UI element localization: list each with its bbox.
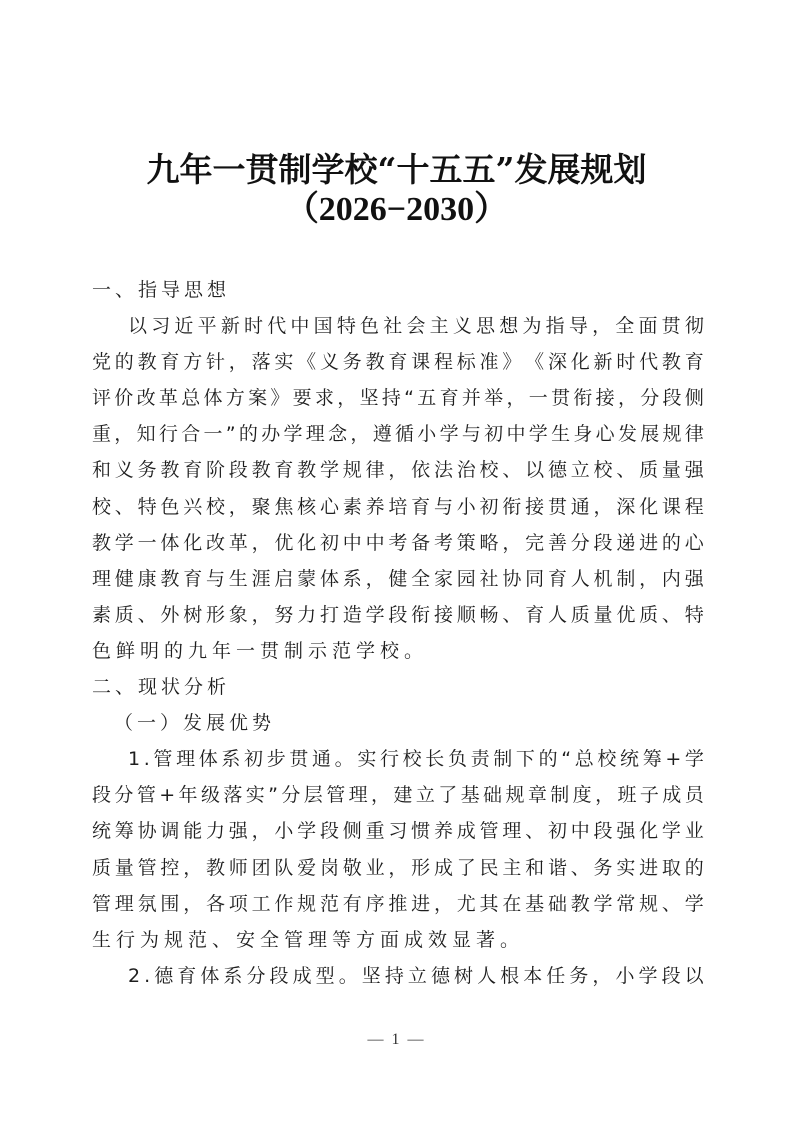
paragraph-line: 以 习 近 平 新 时 代 中 国 特 色 社 会 主 义 思 想 为 指 导 ， 全 面 贯 彻 [128,315,704,338]
paragraph-line: 统 筹 协 调 能 力 强 ， 小 学 段 侧 重 习 惯 养 成 管 理 、 初 中 段 强 化 学 业 [92,820,704,843]
paragraph-line: 校 、 特 色 兴 校 ， 聚 焦 核 心 素 养 培 育 与 小 初 衔 接 贯 通 ， 深 化 课 程 [92,495,704,518]
paragraph-line: 管 理 氛 围 ， 各 项 工 作 规 范 有 序 推 进 ， 尤 其 在 基 础 教 学 常 规 、 学 [92,892,704,915]
paragraph-line: 色鲜明的九年一贯制示范学校。 [92,639,429,662]
document-body [92,272,704,994]
paragraph-line: 和 义 务 教 育 阶 段 教 育 教 学 规 律 ， 依 法 治 校 、 以 德 立 校 、 质 量 强 [92,459,704,482]
paragraph-line: 2 . 德 育 体 系 分 段 成 型 。 坚 持 立 德 树 人 根 本 任 务 ， 小 学 段 以 [128,964,704,987]
document-subtitle-years: （2026−2030） [284,191,509,228]
paragraph-line: 理 健 康 教 育 与 生 涯 启 蒙 体 系 ， 健 全 家 园 社 协 同 育 人 机 制 ， 内 强 [92,567,704,590]
paragraph-line: 教 学 一 体 化 改 革 ， 优 化 初 中 中 考 备 考 策 略 ， 完 善 分 段 递 进 的 心 [92,531,704,554]
paragraph-line: 段 分 管 + 年 级 落 实 ” 分 层 管 理 ， 建 立 了 基 础 规 章 制 度 ， 班 子 成 员 [92,784,704,807]
paragraph-line: 生行为规范、安全管理等方面成效显著。 [92,928,525,951]
paragraph-line: 党 的 教 育 方 针 ， 落 实 《 义 务 教 育 课 程 标 准 》 《 深 化 新 时 代 教 育 [92,351,704,374]
paragraph-line: 评 价 改 革 总 体 方 案 》 要 求 ， 坚 持 “ 五 育 并 举 ， 一 贯 衔 接 ， 分 段 侧 [92,387,704,410]
page-number: — 1 — [367,1031,426,1048]
section-heading: 二、现状分析 [92,676,231,699]
section-heading: 一、指导思想 [92,279,231,301]
paragraph-line: 素 质 、 外 树 形 象 ， 努 力 打 造 学 段 衔 接 顺 畅 、 育 人 质 量 优 质 、 特 [92,603,704,626]
paragraph-line: 质 量 管 控 ， 教 师 团 队 爱 岗 敬 业 ， 形 成 了 民 主 和 谐 、 务 实 进 取 的 [92,856,704,879]
paragraph-line: 1 . 管 理 体 系 初 步 贯 通 。 实 行 校 长 负 责 制 下 的 “ 总 校 统 筹 + 学 [128,748,704,771]
paragraph-line: 重 ， 知 行 合 一 ” 的 办 学 理 念 ， 遵 循 小 学 与 初 中 学 生 身 心 发 展 规 律 [92,423,704,446]
subsection-heading: （一）发展优势 [114,712,276,735]
document-title: 九年一贯制学校“十五五”发展规划 [146,150,647,189]
